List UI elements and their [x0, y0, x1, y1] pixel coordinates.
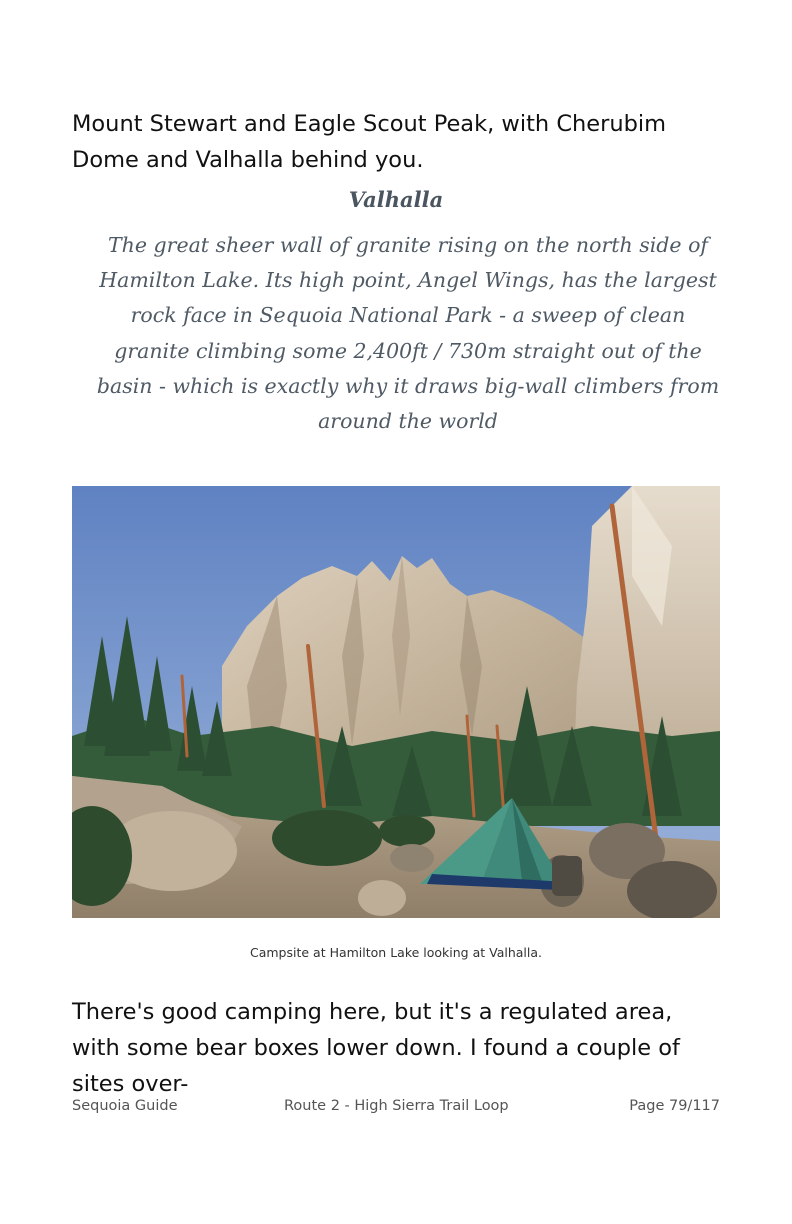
- valhalla-campsite-photo: [72, 486, 720, 918]
- body-paragraph-top: Mount Stewart and Eagle Scout Peak, with Cherubim Dome and Valhalla behind you.: [72, 111, 667, 173]
- footer-chapter: Route 2 - High Sierra Trail Loop: [284, 1098, 509, 1114]
- photo-caption: Campsite at Hamilton Lake looking at Valhalla.: [249, 945, 542, 960]
- footer-book-title: Sequoia Guide: [72, 1098, 178, 1114]
- photo-illustration: [72, 486, 720, 918]
- body-paragraph-bottom: There's good camping here, but it's a regulated area, with some bear boxes lower down. I found a couple of sites over-: [72, 999, 680, 1097]
- quote-title: Valhalla: [348, 187, 444, 212]
- quote-body: The great sheer wall of granite rising on the north side of Hamilton Lake. Its high point, Angel Wings, has the largest rock face in Sequoia National Park - a sweep of clean granite climbing some 2,400ft / 730m straight out of the basin - which is exactly why it draws big-wall climbers from around the world: [96, 233, 720, 434]
- page-footer: [72, 1096, 720, 1116]
- footer-page-number: Page 79/117: [629, 1098, 720, 1114]
- backpack: [552, 856, 582, 896]
